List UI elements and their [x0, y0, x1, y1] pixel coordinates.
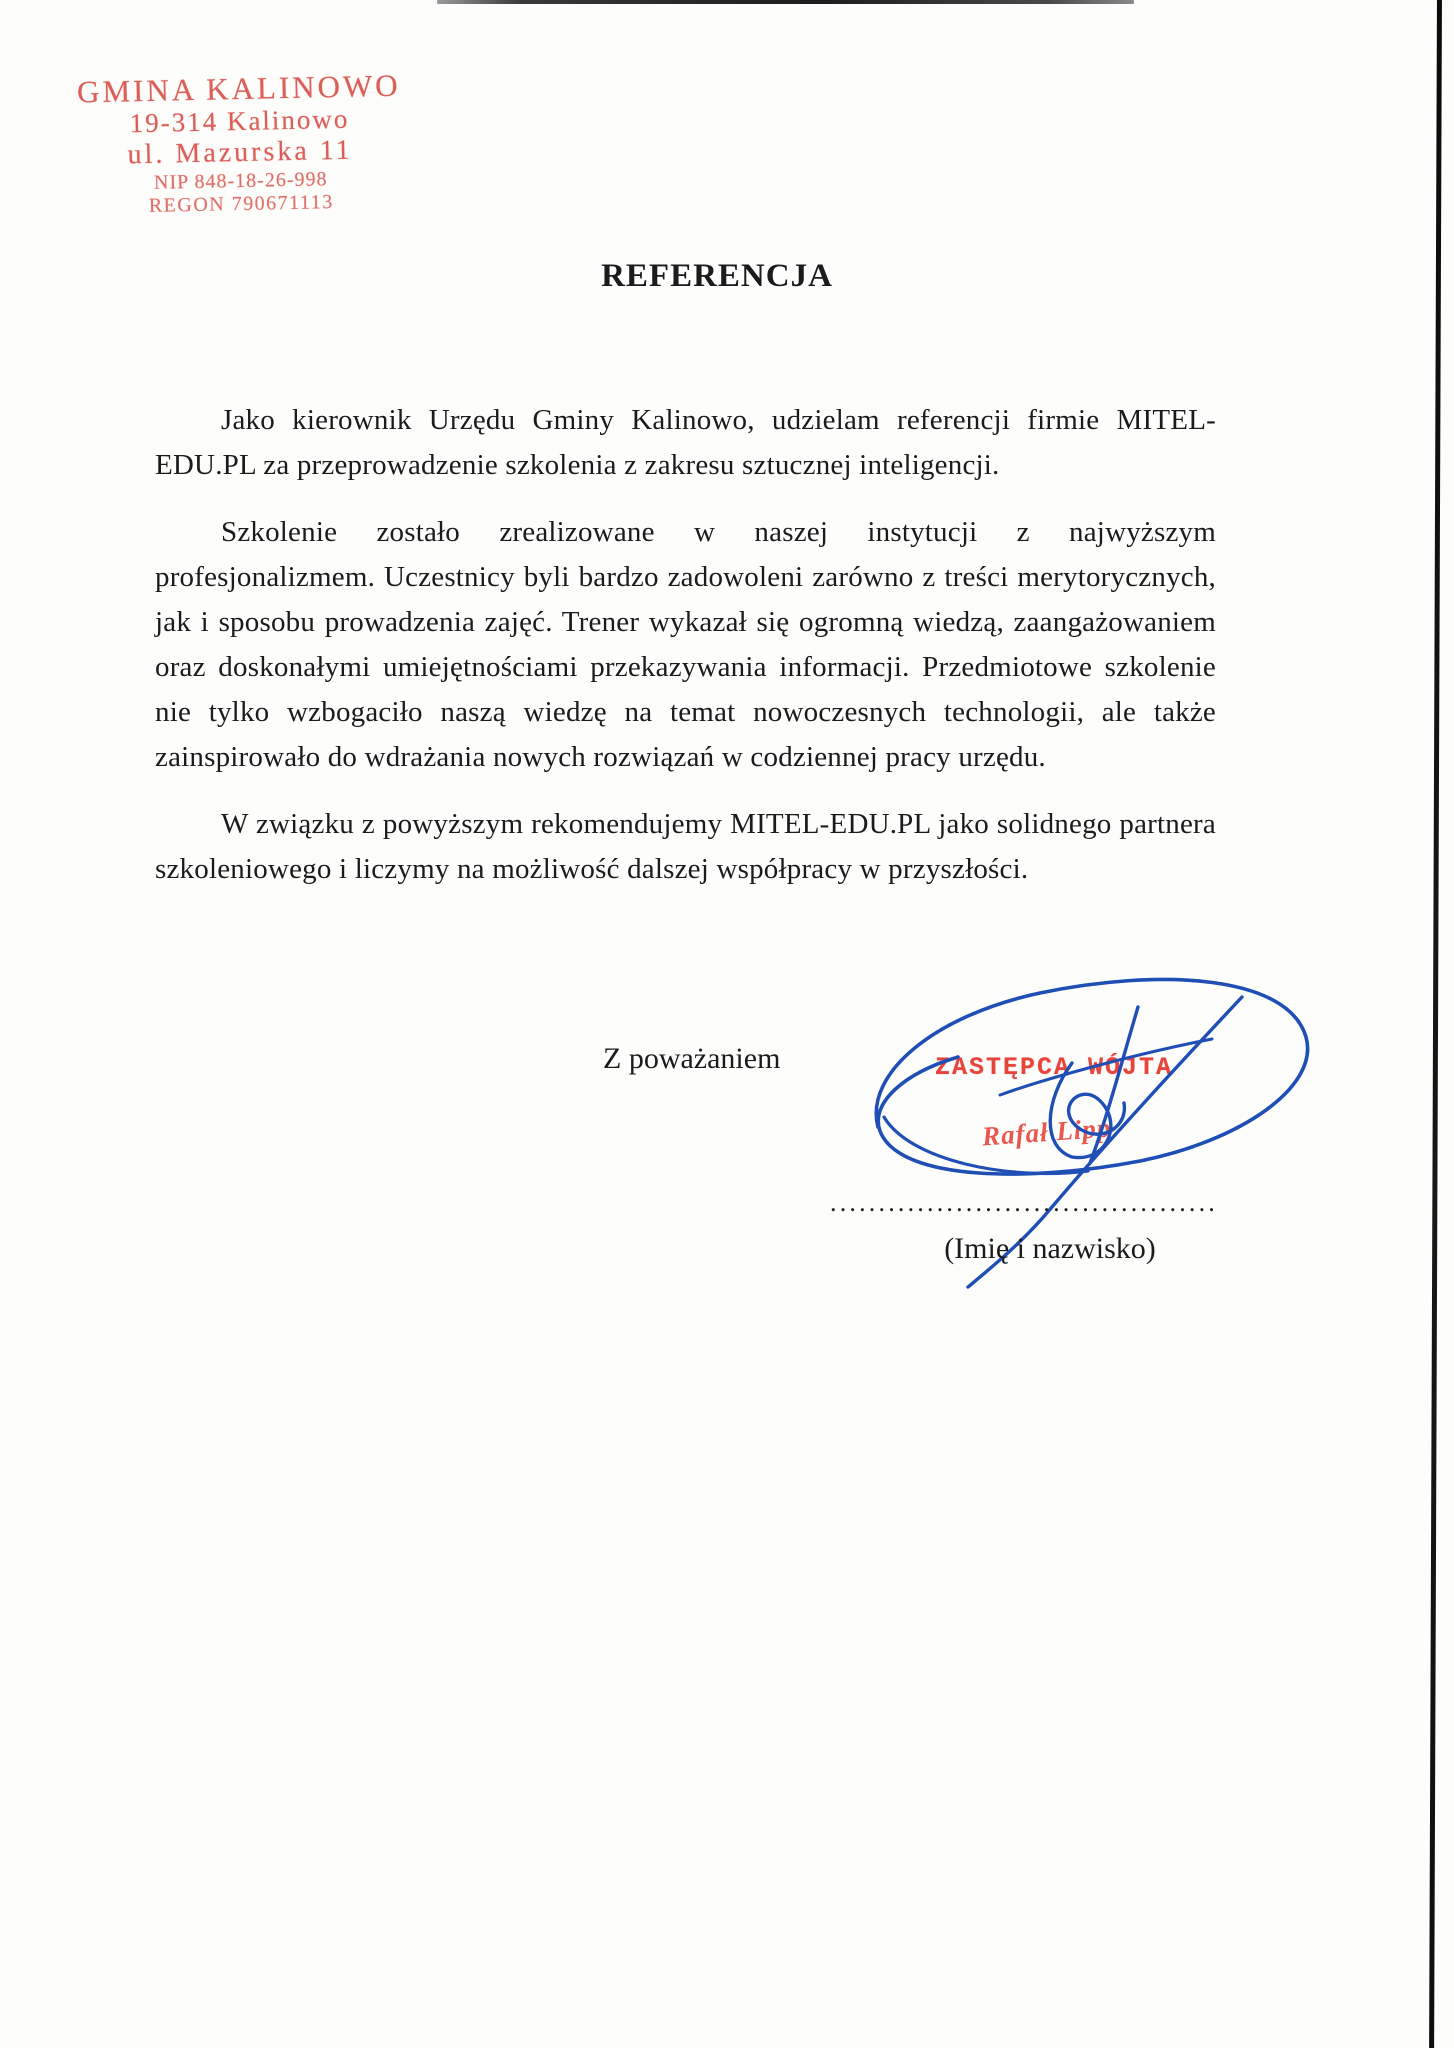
- paragraph-training-quality: Szkolenie zostało zrealizowane w naszej instytucji z najwyższym profesjonalizmem. Uczestnicy byli bardzo zadowoleni zarówno z treści merytorycznych, jak i sposobu prowadzenia zajęć. Trener wykazał się ogromną wiedzą, zaangażowaniem oraz doskonałymi umiejętnościami przekazywania informacji. Przedmiotowe szkolenie nie tylko wzbogaciło naszą wiedzę na temat nowoczesnych technologii, ale także zainspirowało do wdrażania nowych rozwiązań w codziennej pracy urzędu.: [155, 516, 1216, 773]
- signature-dotted-line: ........................................: [830, 1188, 1218, 1217]
- scan-artifact-top-edge: [437, 0, 1134, 4]
- paragraph-recommendation: W związku z powyższym rekomendujemy MITEL-EDU.PL jako solidnego partnera szkoleniowego i liczymy na możliwość dalszej współpracy w przyszłości.: [155, 808, 1216, 885]
- name-caption: (Imię i nazwisko): [944, 1232, 1156, 1265]
- paragraph-intro: Jako kierownik Urzędu Gminy Kalinowo, udzielam referencji firmie MITEL-EDU.PL za przeprowadzenie szkolenia z zakresu sztucznej inteligencji.: [155, 404, 1216, 481]
- stamp-postal: 19-314 Kalinowo: [129, 104, 350, 139]
- stamp-nip: NIP 848-18-26-998: [153, 168, 328, 194]
- scan-artifact-right-edge: [1429, 0, 1442, 2048]
- deputy-mayor-stamp-name: Rafał Lipp: [981, 1112, 1113, 1152]
- stamp-organization: GMINA KALINOWO: [76, 67, 401, 110]
- deputy-mayor-stamp-title: ZASTĘPCA WÓJTA: [935, 1053, 1174, 1082]
- letterhead-stamp: [44, 68, 437, 220]
- document-title: REFERENCJA: [601, 258, 833, 294]
- stamp-street: ul. Mazurska 11: [127, 134, 354, 170]
- stamp-regon: REGON 790671113: [148, 191, 334, 218]
- letter-body: [155, 398, 1216, 914]
- closing-salutation: Z poważaniem: [603, 1042, 781, 1075]
